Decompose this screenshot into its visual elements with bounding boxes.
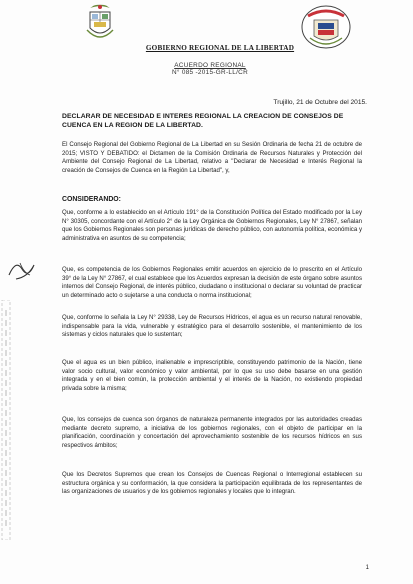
paragraph-1: Que, conforme a lo establecido en el Artículo 191° de la Constitución Política del Estado modificado por la Ley N° 30305, concordante con el Artículo 2° de la Ley Orgánica de Gobiernos Regionales, Ley N° 27867, señalan que los Gobiernos Regionales son personas jurídicas de derecho público, con autonomía política, económica y administrativa en asuntos de su competencia; <box>62 209 362 243</box>
institution-title: GOBIERNO REGIONAL DE LA LIBERTAD <box>145 44 295 52</box>
date-line: Trujillo, 21 de Octubre del 2015. <box>273 99 367 106</box>
peru-coat-of-arms-icon <box>84 4 116 44</box>
paragraph-5: Que, los consejos de cuenca son órganos de naturaleza permanente integrados por las autoridades creadas mediante decreto supremo, a iniciativa de los gobiernos regionales, con el objeto de participar en la planificación, coordinación y concertación del aprovechamiento sostenible de los recursos hídricos en sus respectivos ámbitos; <box>62 416 362 450</box>
paragraph-4: Que el agua es un bien público, inalienable e imprescriptible, constituyendo patrimonio de la Nación, tiene valor socio cultural, valor económico y valor ambiental, por lo que su uso debe basarse en una gestión integrada y en el bien común, la protección ambiental y el interés de la Nación, no existiendo propiedad privada sobre la misma; <box>62 359 362 393</box>
agreement-block <box>150 62 270 76</box>
paragraph-3: Que, conforme lo señala la Ley N° 29338, Ley de Recursos Hídricos, el agua es un recurso natural renovable, indispensable para la vida, vulnerable y estratégico para el desarrollo sostenible, el mantenimiento de los sistemas y ciclos naturales que lo sustentan; <box>62 314 362 339</box>
agreement-subject: DECLARAR DE NECESIDAD E INTERES REGIONAL LA CREACION DE CONSEJOS DE CUENCA EN LA REGION DE LA LIBERTAD. <box>62 113 344 130</box>
page-number: 1 <box>365 565 369 571</box>
agreement-number: N° 085 -2015-GR-LL/CR <box>172 69 248 76</box>
handwritten-signature-icon <box>6 255 40 283</box>
intro-paragraph: El Consejo Regional del Gobierno Regional de La Libertad en su Sesión Ordinaria de fecha 21 de octubre de 2015; VISTO Y DEBATIDO: el Dictamen de la Comisión Ordinaria de Recursos Naturales y Protección del Ambiente del Consejo Regional de La Libertad, relativo a "Declarar de Necesidad e Interés Regional la creación de Consejos de Cuenca en la Región La Libertad", y, <box>62 141 362 175</box>
side-stamp-icon <box>0 300 14 540</box>
paragraph-6: Que los Decretos Supremos que crean los Consejos de Cuencas Regional o Interregional establecen su estructura orgánica y su conformación, la que considera la participación equilibrada de los representantes de las organizaciones de usuarios y de los gobiernos regionales y locales que lo integran. <box>62 471 362 496</box>
paragraph-2: Que, es competencia de los Gobiernos Regionales emitir acuerdos en ejercicio de lo prescrito en el Artículo 39° de la Ley N° 27867, el cual establece que los Acuerdos expresan la decisión de este órgano sobre asuntos internos del Consejo Regional, de interés público, ciudadano o institucional o declarar su voluntad de practicar un determinado acto o sujetarse a una conducta o norma institucional; <box>62 266 362 300</box>
agreement-title: ACUERDO REGIONAL <box>174 62 246 69</box>
considerando-heading: CONSIDERANDO: <box>62 196 121 203</box>
